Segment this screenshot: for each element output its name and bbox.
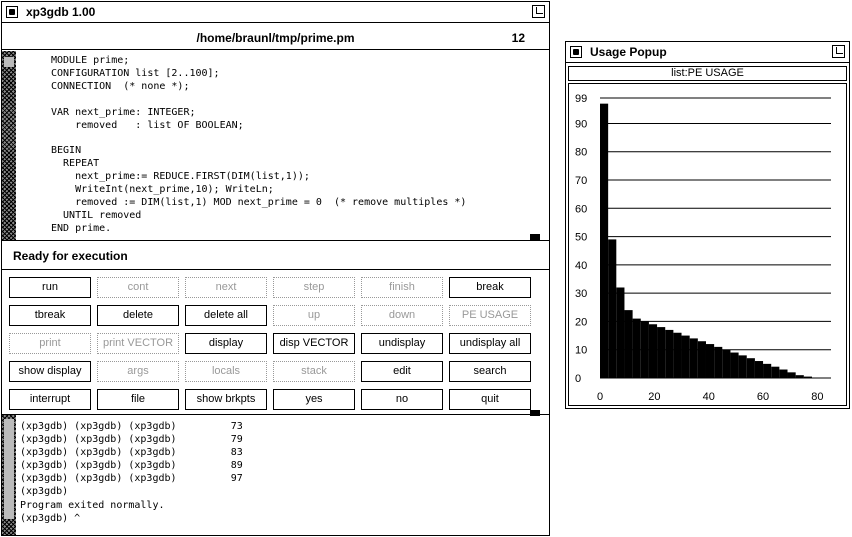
disp-vector-button[interactable]: disp VECTOR (273, 333, 355, 354)
show-brkpts-button[interactable]: show brkpts (185, 389, 267, 410)
popup-menu-icon[interactable] (570, 46, 582, 58)
code-line: CONFIGURATION list [2..100]; (51, 67, 220, 79)
tbreak-button[interactable]: tbreak (9, 305, 91, 326)
code-line: removed : list OF BOOLEAN; (51, 119, 244, 131)
y-tick-label: 99 (575, 93, 588, 105)
console-line: (xp3gdb) (xp3gdb) (xp3gdb) 97 (20, 473, 243, 485)
chart-bar (796, 375, 804, 378)
yes-button[interactable]: yes (273, 389, 355, 410)
console-scrollbar-thumb[interactable] (4, 419, 14, 519)
chart-bar (682, 336, 690, 378)
chart-bar (616, 287, 624, 378)
step-button[interactable]: step (273, 277, 355, 298)
chart-bar (657, 327, 665, 378)
chart-bar (755, 361, 763, 378)
show-display-button[interactable]: show display (9, 361, 91, 382)
code-line: WriteInt(next_prime,10); WriteLn; (51, 184, 274, 196)
delete-all-button[interactable]: delete all (185, 305, 267, 326)
x-tick-label: 40 (702, 391, 715, 403)
code-line (51, 132, 536, 145)
y-tick-label: 80 (575, 146, 588, 159)
line-number: 12 (511, 31, 525, 45)
y-tick-label: 10 (575, 344, 588, 357)
chart-bar (690, 338, 698, 378)
y-tick-label: 50 (575, 231, 588, 244)
console-line: (xp3gdb) (xp3gdb) (xp3gdb) 79 (20, 434, 243, 446)
code-line: UNTIL removed (51, 209, 142, 221)
chart-bar (665, 330, 673, 378)
file-button[interactable]: file (97, 389, 179, 410)
code-line: MODULE prime; (51, 55, 130, 66)
edit-button[interactable]: edit (361, 361, 443, 382)
usage-popup-window (565, 41, 850, 409)
finish-button[interactable]: finish (361, 277, 443, 298)
console-line: (xp3gdb) (xp3gdb) (xp3gdb) 73 (20, 421, 243, 432)
window-menu-icon[interactable] (6, 6, 18, 18)
chart-bar (706, 344, 714, 378)
y-tick-label: 40 (575, 259, 588, 272)
delete-button[interactable]: delete (97, 305, 179, 326)
y-tick-label: 30 (575, 288, 588, 301)
console-line: (xp3gdb) ^ (20, 512, 81, 524)
chart-bar (608, 239, 616, 378)
console-line: (xp3gdb) (20, 486, 69, 498)
x-tick-label: 20 (648, 391, 661, 403)
code-line: BEGIN (51, 145, 82, 157)
status-message: Ready for execution (2, 240, 549, 270)
console-line: (xp3gdb) (xp3gdb) (xp3gdb) 83 (20, 447, 243, 459)
run-button[interactable]: run (9, 277, 91, 298)
chart-bar (624, 310, 632, 378)
main-window (1, 1, 550, 536)
pe-usage-button[interactable]: PE USAGE (449, 305, 531, 326)
maximize-icon[interactable] (532, 5, 545, 18)
down-button[interactable]: down (361, 305, 443, 326)
chart-bar (649, 324, 657, 378)
chart-bar (763, 364, 771, 378)
code-line: removed := DIM(list,1) MOD next_prime = 0 (* remove multiples *) (51, 196, 467, 208)
chart-bar (747, 358, 755, 378)
file-path: /home/braunl/tmp/prime.pm (196, 31, 355, 45)
chart-label: list:PE USAGE (568, 66, 847, 81)
y-tick-label: 20 (575, 316, 588, 329)
chart-bar (804, 377, 812, 378)
main-window-title: xp3gdb 1.00 (26, 5, 96, 19)
source-scrollbar[interactable] (2, 51, 16, 240)
popup-titlebar[interactable] (566, 42, 849, 63)
chart-bar (600, 104, 608, 378)
y-tick-label: 70 (575, 175, 588, 188)
y-tick-label: 60 (575, 203, 588, 216)
chart-bar (722, 350, 730, 378)
display-button[interactable]: display (185, 333, 267, 354)
chart-bar (714, 347, 722, 378)
source-code-view[interactable] (16, 51, 536, 239)
chart-bar (633, 319, 641, 378)
y-tick-label: 0 (575, 373, 582, 385)
chart-bar (730, 353, 738, 378)
locals-button[interactable]: locals (185, 361, 267, 382)
print-button[interactable]: print (9, 333, 91, 354)
code-line: REPEAT (51, 158, 100, 170)
chart-bar (641, 321, 649, 378)
file-header (2, 24, 549, 50)
print-vector-button[interactable]: print VECTOR (97, 333, 179, 354)
no-button[interactable]: no (361, 389, 443, 410)
break-button[interactable]: break (449, 277, 531, 298)
chart-bar (771, 367, 779, 378)
search-button[interactable]: search (449, 361, 531, 382)
console-output[interactable] (16, 415, 549, 535)
x-tick-label: 80 (811, 391, 824, 403)
main-titlebar[interactable] (2, 2, 549, 23)
cont-button[interactable]: cont (97, 277, 179, 298)
pe-usage-chart (569, 84, 848, 407)
x-tick-label: 0 (596, 391, 604, 403)
console-line: (xp3gdb) (xp3gdb) (xp3gdb) 89 (20, 460, 243, 472)
code-line: VAR next_prime: INTEGER; (51, 106, 196, 118)
chart-bar (673, 333, 681, 378)
undisplay-button[interactable]: undisplay (361, 333, 443, 354)
source-scrollbar-thumb[interactable] (4, 57, 14, 67)
quit-button[interactable]: quit (449, 389, 531, 410)
up-button[interactable]: up (273, 305, 355, 326)
x-tick-label: 60 (756, 391, 770, 403)
stack-button[interactable]: stack (273, 361, 355, 382)
code-line: CONNECTION (* none *); (51, 80, 190, 92)
args-button[interactable]: args (97, 361, 179, 382)
undisplay-all-button[interactable]: undisplay all (449, 333, 531, 354)
popup-maximize-icon[interactable] (832, 45, 845, 58)
interrupt-button[interactable]: interrupt (9, 389, 91, 410)
popup-title: Usage Popup (590, 45, 667, 59)
next-button[interactable]: next (185, 277, 267, 298)
chart-area (568, 83, 847, 406)
y-tick-label: 90 (575, 118, 588, 131)
code-line (51, 94, 536, 107)
console-line: Program exited normally. (20, 499, 165, 511)
chart-bar (698, 341, 706, 378)
console-scrollbar[interactable] (2, 415, 16, 535)
chart-bar (788, 372, 796, 378)
code-line: next_prime:= REDUCE.FIRST(DIM(list,1)); (51, 171, 310, 183)
chart-bar (739, 355, 747, 378)
code-line: END prime. (51, 222, 112, 234)
chart-bar (779, 370, 787, 378)
